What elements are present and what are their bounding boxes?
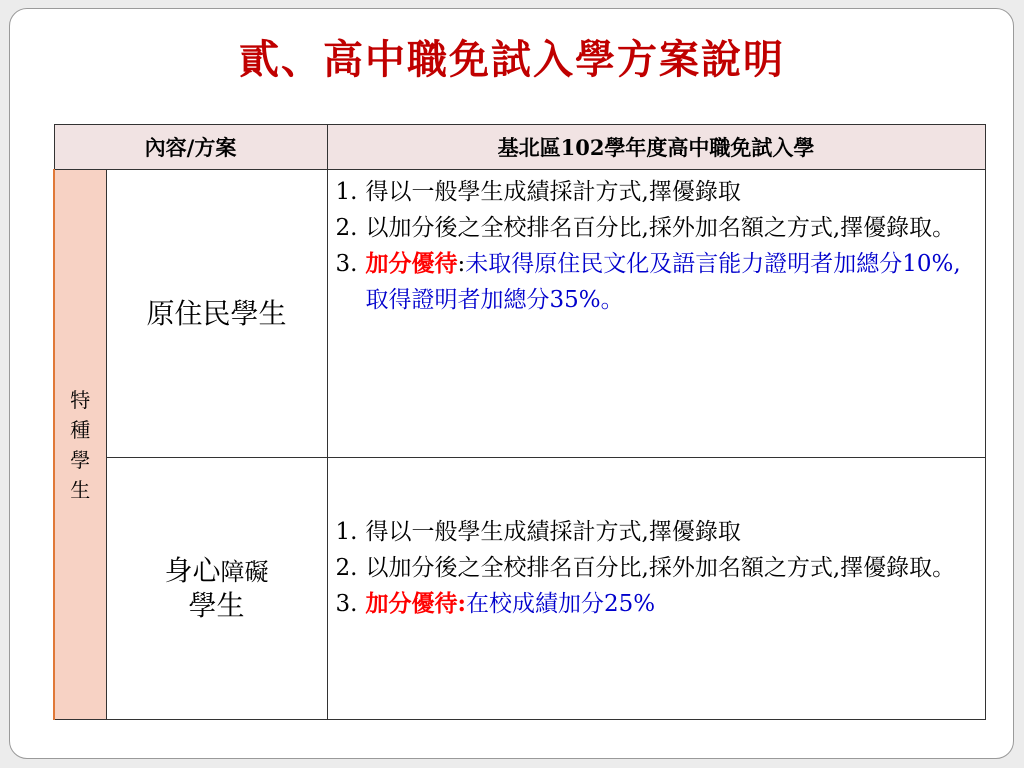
table-row: [54, 458, 985, 720]
disabled-details: [327, 458, 985, 720]
list-item: 2. 以加分後之全校排名百分比,採外加名額之方式,擇優錄取。: [335, 554, 956, 581]
bonus-detail: 未取得原住民文化及語言能力證明者加總分10%,取得證明者加總分35%。: [365, 251, 961, 313]
bonus-label: 加分優待: [365, 250, 458, 277]
aboriginal-details: [327, 170, 985, 458]
list-item: 2. 以加分後之全校排名百分比,採外加名額之方式,擇優錄取。: [335, 215, 956, 241]
slide-title: 貳、高中職免試入學方案說明: [239, 36, 785, 83]
list-item: 1. 得以一般學生成績採計方式,擇優錄取: [335, 179, 741, 205]
list-item: 1. 得以一般學生成績採計方式,擇優錄取: [335, 518, 741, 545]
table-header-row: [54, 125, 985, 170]
category-aboriginal: 原住民學生: [106, 170, 327, 458]
list-item: 3. 加分優待:在校成績加分25%: [335, 589, 656, 617]
list-item: 3. 加分優待:未取得原住民文化及語言能力證明者加總分10%,取得證明者加總分35%。: [335, 250, 961, 313]
group-label: 特種學生: [70, 387, 91, 502]
header-content-scheme: 內容/方案: [54, 125, 327, 170]
header-program: 基北區102學年度高中職免試入學: [327, 125, 985, 170]
table-row: [54, 170, 985, 458]
group-label-cell: [54, 170, 106, 720]
bonus-detail: 在校成績加分25%: [466, 590, 656, 617]
scheme-table: [53, 124, 986, 720]
category-disabled: 身心障礙 學生: [106, 458, 327, 720]
bonus-label: 加分優待: [365, 589, 458, 617]
